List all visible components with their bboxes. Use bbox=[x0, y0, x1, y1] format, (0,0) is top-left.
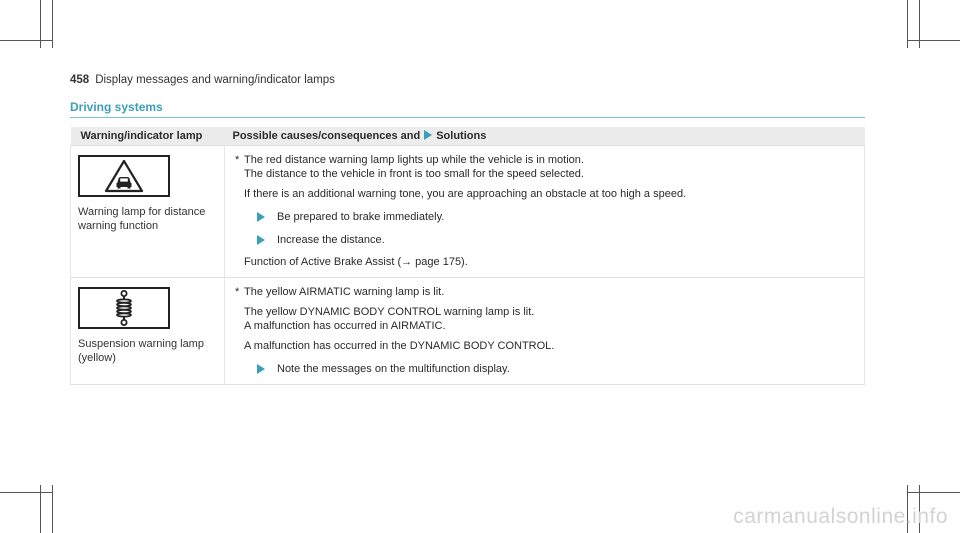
action-text: Note the messages on the multifunction display. bbox=[277, 363, 510, 375]
cause-line: The distance to the vehicle in front is too small for the speed selected. bbox=[244, 168, 584, 180]
section-divider bbox=[70, 117, 865, 118]
crop-mark bbox=[907, 492, 960, 493]
lamp-description: Suspension warning lamp (yellow) bbox=[78, 338, 204, 364]
column-header-causes-label: Possible causes/consequences and bbox=[232, 130, 421, 142]
action-text: Increase the distance. bbox=[277, 234, 385, 246]
cause-line: If there is an additional warning tone, you are approaching an obstacle at too high a speed. bbox=[244, 188, 687, 200]
cause-line: The red distance warning lamp lights up while the vehicle is in motion. bbox=[244, 154, 584, 166]
action-step bbox=[257, 210, 856, 224]
crop-mark bbox=[0, 492, 52, 493]
page-number: 458 bbox=[70, 74, 90, 86]
crop-mark bbox=[907, 40, 960, 41]
page-header bbox=[70, 74, 335, 86]
causes-cell bbox=[225, 146, 865, 278]
arrow-icon bbox=[257, 212, 265, 222]
column-header-causes bbox=[225, 127, 865, 146]
suspension-spring-icon bbox=[78, 287, 170, 329]
section-title: Driving systems bbox=[70, 100, 163, 114]
causes-cell bbox=[225, 278, 865, 385]
table-row bbox=[71, 146, 865, 278]
indicator-table bbox=[70, 127, 865, 385]
cause-entry bbox=[235, 285, 856, 376]
column-header-lamp: Warning/indicator lamp bbox=[71, 127, 225, 146]
action-step bbox=[257, 362, 856, 376]
arrow-icon bbox=[424, 130, 432, 140]
action-step bbox=[257, 233, 856, 247]
arrow-icon bbox=[257, 235, 265, 245]
cause-line: The yellow DYNAMIC BODY CONTROL warning lamp is lit. bbox=[244, 306, 535, 318]
watermark: carmanualsonline.info bbox=[733, 505, 948, 528]
arrow-icon bbox=[257, 364, 265, 374]
cause-line: The yellow AIRMATIC warning lamp is lit. bbox=[244, 286, 445, 298]
action-text: Be prepared to brake immediately. bbox=[277, 211, 445, 223]
column-header-solutions-label: Solutions bbox=[436, 130, 487, 142]
page-reference[interactable]: Function of Active Brake Assist (→ page 175). bbox=[244, 256, 468, 268]
lamp-cell bbox=[71, 278, 225, 385]
cause-line: A malfunction has occurred in AIRMATIC. bbox=[244, 320, 446, 332]
lamp-cell bbox=[71, 146, 225, 278]
page-header-title: Display messages and warning/indicator lamps bbox=[95, 74, 335, 86]
footnote-star: * bbox=[235, 286, 240, 298]
crop-mark bbox=[907, 0, 908, 48]
lamp-description: Warning lamp for distance warning function bbox=[78, 206, 206, 232]
table-header-row bbox=[71, 127, 865, 146]
cause-line: A malfunction has occurred in the DYNAMIC BODY CONTROL. bbox=[244, 340, 555, 352]
crop-mark bbox=[0, 40, 52, 41]
footnote-star: * bbox=[235, 154, 240, 166]
table-row bbox=[71, 278, 865, 385]
crop-mark bbox=[52, 485, 53, 533]
distance-warning-icon bbox=[78, 155, 170, 197]
crop-mark bbox=[52, 0, 53, 48]
cause-entry bbox=[235, 153, 856, 269]
